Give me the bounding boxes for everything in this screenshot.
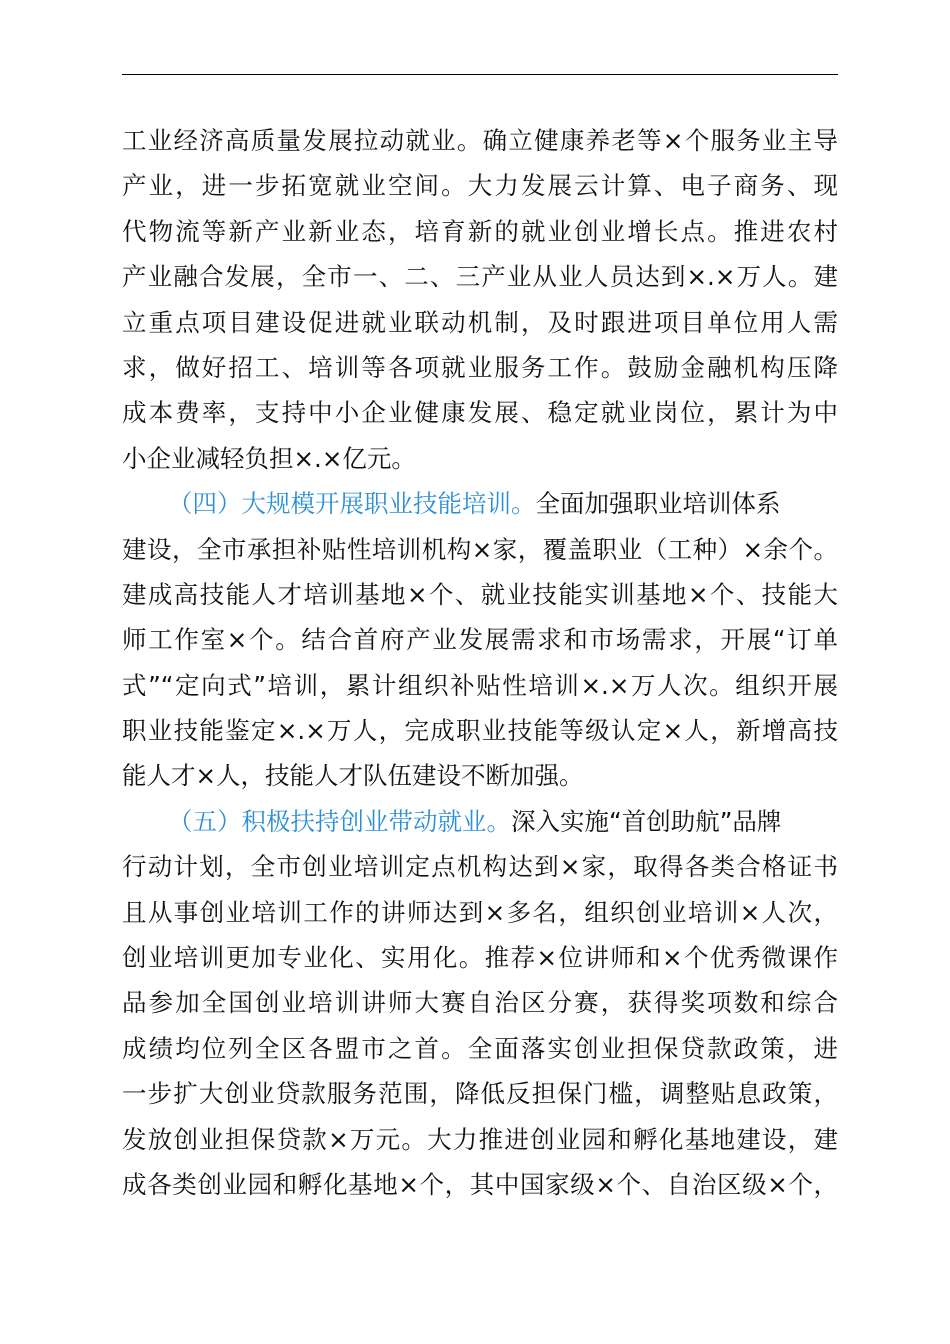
- paragraph-line: 师工作室×个。结合首府产业发展需求和市场需求，开展“订单: [122, 625, 838, 655]
- paragraph-line: 成绩均位列全区各盟市之首。全面落实创业担保贷款政策，进: [122, 1033, 838, 1063]
- section-4-first-line: [122, 481, 838, 526]
- paragraph-line: 工业经济高质量发展拉动就业。确立健康养老等×个服务业主导: [122, 126, 838, 155]
- paragraph-line: 发放创业担保贷款×万元。大力推进创业园和孵化基地建设，建: [122, 1124, 838, 1154]
- body-text: [122, 118, 838, 1207]
- header-rule: [122, 74, 838, 75]
- paragraph-line: 成本费率，支持中小企业健康发展、稳定就业岗位，累计为中: [122, 398, 838, 428]
- paragraph-line: 式”“定向式”培训，累计组织补贴性培训×.×万人次。组织开展: [122, 670, 838, 700]
- paragraph-line: 小企业减轻负担×.×亿元。: [122, 443, 416, 473]
- paragraph-line: 品参加全国创业培训讲师大赛自治区分赛，获得奖项数和综合: [122, 988, 838, 1018]
- paragraph-line: 能人才×人，技能人才队伍建设不断加强。: [122, 761, 584, 791]
- paragraph-line: 创业培训更加专业化、实用化。推荐×位讲师和×个优秀微课作: [122, 943, 838, 973]
- paragraph-line: 产业融合发展，全市一、二、三产业从业人员达到×.×万人。建: [122, 262, 838, 292]
- paragraph-line: 且从事创业培训工作的讲师达到×多名，组织创业培训×人次，: [122, 897, 838, 927]
- section-5-first-line: [122, 799, 838, 844]
- paragraph-line: 代物流等新产业新业态，培育新的就业创业增长点。推进农村: [122, 216, 838, 246]
- section-5-heading: （五）积极扶持创业带动就业。: [168, 806, 511, 836]
- paragraph-line: 一步扩大创业贷款服务范围，降低反担保门槛，调整贴息政策，: [122, 1079, 838, 1109]
- paragraph-line: 成各类创业园和孵化基地×个，其中国家级×个、自治区级×个，: [122, 1169, 838, 1199]
- section-4-first-line-text: 全面加强职业培训体系: [535, 489, 781, 519]
- section-5-first-line-text: 深入实施“首创助航”品牌: [511, 806, 782, 836]
- paragraph-line: 建成高技能人才培训基地×个、就业技能实训基地×个、技能大: [122, 579, 838, 609]
- paragraph-line: 职业技能鉴定×.×万人，完成职业技能等级认定×人，新增高技: [122, 716, 838, 746]
- section-4-heading: （四）大规模开展职业技能培训。: [168, 489, 536, 519]
- paragraph-line: 产业，进一步拓宽就业空间。大力发展云计算、电子商务、现: [122, 171, 838, 201]
- paragraph-line: 建设，全市承担补贴性培训机构×家，覆盖职业（工种）×余个。: [122, 534, 838, 564]
- paragraph-line: 立重点项目建设促进就业联动机制，及时跟进项目单位用人需: [122, 307, 838, 337]
- paragraph-line: 行动计划，全市创业培训定点机构达到×家，取得各类合格证书: [122, 852, 838, 882]
- paragraph-line: 求，做好招工、培训等各项就业服务工作。鼓励金融机构压降: [122, 352, 838, 382]
